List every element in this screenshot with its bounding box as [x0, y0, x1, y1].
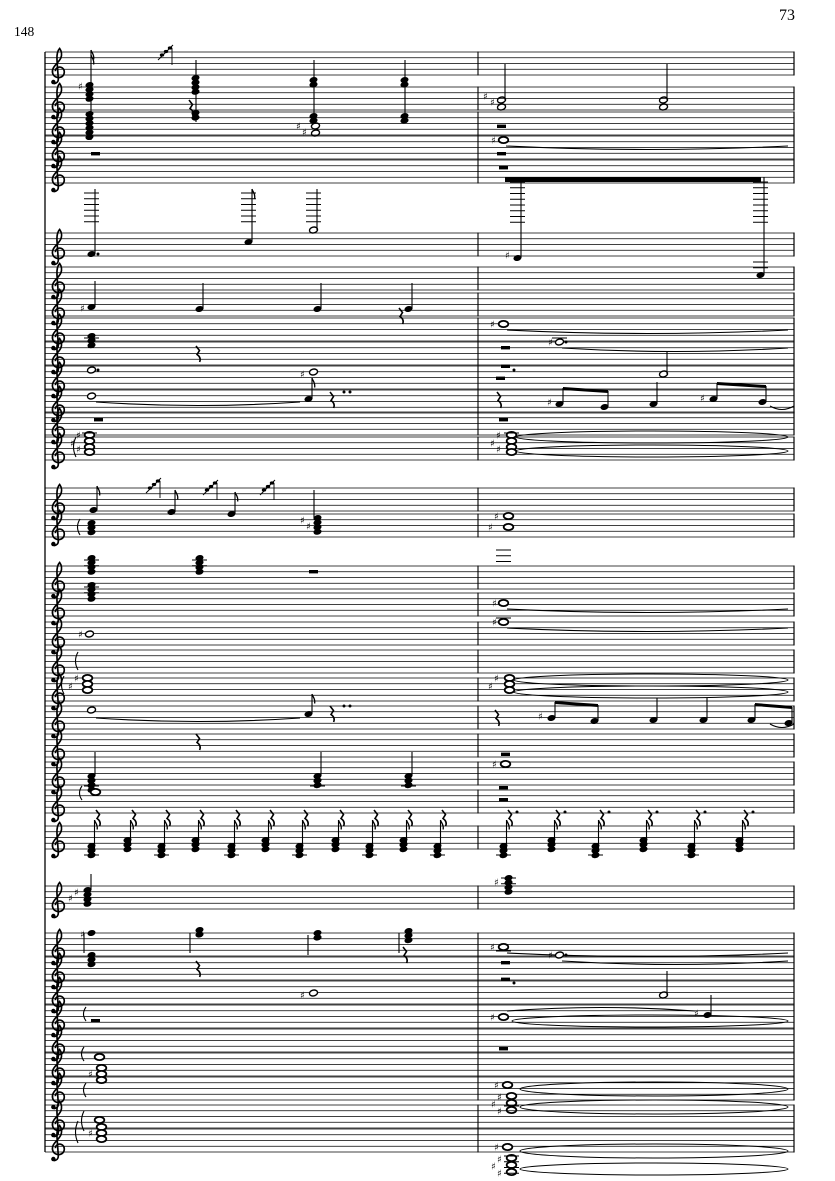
svg-text:♯: ♯: [76, 430, 81, 442]
svg-text:♯: ♯: [78, 81, 83, 93]
svg-text:♯: ♯: [78, 629, 83, 641]
treble-clef-icon: [51, 1125, 64, 1161]
page-number: 73: [779, 7, 795, 24]
svg-text:♯: ♯: [80, 929, 85, 941]
svg-text:♯: ♯: [505, 250, 510, 262]
svg-text:♯: ♯: [497, 1092, 502, 1104]
treble-clef-icon: [51, 433, 64, 469]
svg-text:♯: ♯: [496, 444, 501, 456]
svg-text:♯: ♯: [491, 135, 496, 147]
svg-text:♯: ♯: [80, 303, 85, 315]
svg-text:♯: ♯: [490, 97, 495, 109]
treble-clef-icon: [51, 882, 64, 918]
svg-text:♯: ♯: [296, 121, 301, 133]
svg-text:♯: ♯: [490, 942, 495, 954]
svg-text:♯: ♯: [694, 1008, 699, 1020]
measure-number: 148: [14, 24, 35, 39]
svg-text:♯: ♯: [494, 1142, 499, 1154]
svg-text:♯: ♯: [76, 444, 81, 456]
svg-text:♯: ♯: [492, 759, 497, 771]
svg-text:♯: ♯: [538, 711, 543, 723]
svg-text:♯: ♯: [483, 91, 488, 103]
treble-clef-icon: [51, 48, 64, 84]
svg-text:♯: ♯: [700, 393, 705, 405]
svg-text:♯: ♯: [494, 511, 499, 523]
svg-text:♯: ♯: [300, 369, 305, 381]
svg-text:♯: ♯: [300, 990, 305, 1002]
svg-text:♯: ♯: [497, 1106, 502, 1118]
svg-text:♯: ♯: [68, 893, 73, 905]
svg-text:♯: ♯: [494, 673, 499, 685]
svg-text:♯: ♯: [548, 337, 553, 349]
svg-text:♯: ♯: [488, 681, 493, 693]
treble-clef-icon: [51, 822, 64, 858]
svg-text:♯: ♯: [548, 950, 553, 962]
svg-text:♯: ♯: [88, 1128, 93, 1140]
svg-text:♯: ♯: [497, 1168, 502, 1180]
svg-text:♯: ♯: [300, 515, 305, 527]
svg-text:♯: ♯: [302, 127, 307, 139]
treble-clef-icon: [51, 229, 64, 265]
svg-text:♯: ♯: [497, 1154, 502, 1166]
svg-text:♯: ♯: [496, 430, 501, 442]
svg-text:♯: ♯: [74, 887, 79, 899]
svg-text:♯: ♯: [306, 521, 311, 533]
svg-text:♯: ♯: [488, 522, 493, 534]
svg-text:♯: ♯: [494, 877, 499, 889]
treble-clef-icon: [51, 156, 64, 192]
treble-clef-icon: [51, 510, 64, 546]
svg-text:♯: ♯: [490, 1012, 495, 1024]
svg-text:♯: ♯: [68, 681, 73, 693]
svg-text:♯: ♯: [547, 397, 552, 409]
svg-text:♯: ♯: [492, 598, 497, 610]
svg-text:♯: ♯: [490, 438, 495, 450]
svg-text:♯: ♯: [492, 617, 497, 629]
svg-text:♯: ♯: [490, 319, 495, 331]
svg-text:♯: ♯: [494, 1080, 499, 1092]
svg-text:♯: ♯: [491, 1099, 496, 1111]
svg-text:♯: ♯: [70, 438, 75, 450]
svg-text:♯: ♯: [74, 673, 79, 685]
svg-text:♯: ♯: [491, 1161, 496, 1173]
svg-text:♯: ♯: [88, 1069, 93, 1081]
